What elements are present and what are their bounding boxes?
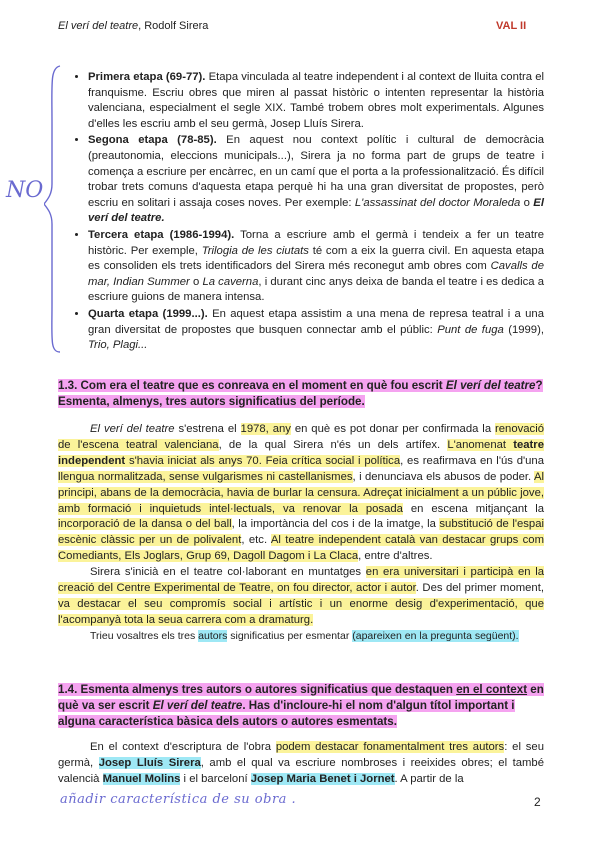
answer-1-3 — [58, 422, 544, 645]
question-work: El verí del teatre — [152, 699, 243, 712]
highlight: va destacar el seu compromís social i artístic i un enorme desig d'experimentació, que l'acompanyà tota la seua carrera com a dramaturg. — [58, 597, 544, 626]
question-text: . Has d'incloure-hi el nom d'algun títol important i alguna característica bàsica dels autors o autores esmentats. — [58, 699, 515, 728]
answer-note — [58, 629, 544, 645]
author-name: Josep Lluís Sirera — [98, 756, 201, 769]
handwritten-bottom-note: añadir característica de su obra . — [60, 792, 297, 807]
answer-text: , amb el qual va escriure nombroses i reeixides obres; el també valencià — [58, 756, 544, 785]
stage-text: Etapa vinculada al teatre independent i al context de lluita contra el franquisme. Escriu obres que miren al passat històric o intenten representar la història valenciana, especialment el segle XIX. També trobem obres molt experimentals. Algunes d'elles les escriu amb el seu germà, Josep Lluís Sirera. — [88, 71, 544, 130]
stage-item — [88, 228, 544, 306]
stages-list — [72, 70, 544, 355]
author-name: Manuel Molins — [102, 772, 181, 785]
stage-example: L'assassinat del doctor Moraleda — [354, 196, 521, 209]
stage-label: Segona etapa (78-85). — [88, 134, 217, 147]
header-author: , Rodolf Sirera — [138, 20, 209, 32]
stage-text: (1999), — [503, 323, 544, 336]
work-title: El verí del teatre — [90, 423, 175, 435]
highlight: Al principi, abans de la democràcia, havia de burlar la censura. Adreçat inicialment a un públic jove, amb formació i inquietuds intel·lectuals, va renovar la posada — [58, 470, 545, 515]
answer-text: . A partir de la — [394, 772, 464, 785]
answer-text: s'estrena el — [174, 423, 241, 435]
highlight: Al teatre independent català van destacar grups com Comediants, Els Joglars, Grup 69, Dagoll Dagom i La Claca — [58, 534, 544, 563]
stage-example: Punt de fuga — [437, 323, 504, 336]
answer-text: i el barceloní — [180, 772, 251, 785]
highlight: renovació de l'escena teatral valenciana — [58, 423, 544, 451]
stage-text: o — [520, 196, 534, 209]
stage-label: Tercera etapa (1986-1994). — [88, 228, 235, 241]
stage-text: Torna a escriure amb el germà i tendeix a fer un teatre històric. Per exemple, — [88, 228, 544, 257]
header-section: VAL II — [496, 20, 527, 32]
highlight: 1978, any — [240, 423, 291, 435]
question-work: El verí del teatre — [445, 379, 536, 392]
answer-text: : el seu germà, — [58, 741, 544, 769]
question-text: 1.3. Com era el teatre que es conreava en el moment en què fou escrit — [58, 379, 446, 392]
highlight-bold: teatre independent — [58, 438, 544, 467]
answer-1-4 — [58, 740, 544, 788]
answer-text: , de la qual Sirera n'és un dels artífex. — [218, 438, 448, 451]
question-1-3 — [58, 378, 544, 410]
margin-note: NO — [6, 178, 44, 203]
answer-text: Trieu vosaltres els tres — [90, 629, 199, 642]
highlight: en era universitari i participà en la creació del Centre Experimental de Teatre, on fou director, actor i autor — [58, 566, 544, 595]
answer-text: , es reafirmava en l'ús d'una — [400, 454, 544, 467]
highlight: s'havia iniciat als anys 70. Feia crítica social i política — [125, 454, 401, 467]
answer-text: en què es pot donar per confirmada la — [290, 423, 496, 435]
answer-text: en escena mitjançant la — [402, 502, 545, 515]
handwritten-bracket — [44, 64, 64, 354]
stage-example: Trio, Plagi... — [88, 339, 148, 352]
stage-label: Primera etapa (69-77). — [88, 71, 206, 83]
answer-paragraph — [58, 565, 544, 629]
highlight: (apareixen en la pregunta següent). — [352, 629, 519, 642]
stage-text: En aquest nou context polític i cultural de democràcia (preautonomia, eleccions municipals...), Sirera ja no forma part de grups de teatre i comença a escriure per encàrrec, en un camí que el porta a la professionalització. És difícil trobar trets comuns d'aquesta etapa perquè hi ha una gran diversitat de propostes, però escriu en solitari i assaja coses noves. Per exemple: — [88, 134, 544, 209]
answer-text: En el context d'escriptura de l'obra — [90, 741, 276, 753]
stage-example: El verí del teatre. — [88, 196, 544, 225]
highlight: substitució de l'espai escènic clàssic per un de polivalent — [58, 518, 545, 547]
stage-example: Trilogia de les ciutats — [201, 244, 309, 257]
header-left — [58, 20, 208, 32]
highlight: autors — [198, 629, 228, 642]
stage-example: La caverna — [202, 275, 259, 288]
question-text: ? Esmenta, almenys, tres autors significatius del període. — [58, 379, 543, 408]
answer-text: , etc. — [241, 534, 271, 547]
highlight: incorporació de la dansa o del ball — [58, 518, 232, 531]
question-text: en què va ser escrit — [58, 683, 544, 712]
answer-paragraph — [58, 422, 544, 565]
answer-text: significatius per esmentar — [227, 629, 353, 642]
answer-paragraph — [58, 740, 544, 788]
highlight: podem destacar fonamentalment tres autors — [275, 741, 505, 753]
stage-example: Cavalls de mar, Indian Summer — [88, 260, 544, 288]
stage-text: En aquest etapa assistim a una mena de represa teatral i a una gran diversitat de propostes que busquen connectar amb el públic: — [88, 307, 544, 336]
stage-item — [88, 70, 544, 132]
question-underlined: en el context — [456, 683, 528, 696]
highlight: L'anomenat — [447, 438, 514, 451]
answer-text: , entre d'altres. — [358, 550, 433, 563]
stage-text: o — [189, 275, 203, 288]
stage-text: , i durant cinc anys deixa de banda el teatre i es dedica a escriure guions de manera intensa. — [88, 275, 544, 304]
question-text: 1.4. Esmenta almenys tres autors o autores significatius que destaquen — [58, 683, 457, 696]
question-1-4 — [58, 682, 544, 730]
page-number: 2 — [534, 795, 541, 809]
stage-item — [88, 133, 544, 227]
stage-label: Quarta etapa (1999...). — [88, 307, 208, 320]
author-name: Josep Maria Benet i Jornet — [250, 772, 395, 785]
answer-text: Sirera s'inicià en el teatre col·laborant en muntatges — [90, 566, 366, 579]
answer-text: , la importància del cos i de la imatge, la — [231, 518, 440, 531]
answer-text: . Des del primer moment, — [415, 582, 544, 595]
stage-item — [88, 307, 544, 354]
stage-text: té com a eix la guerra civil. En aquesta etapa es consoliden els trets identificadors del Sirera més reconegut amb obres com — [88, 244, 544, 273]
header-work-title: El verí del teatre — [58, 20, 139, 32]
highlight: llengua normalitzada, sense vulgarismes ni castellanismes — [58, 470, 353, 483]
answer-text: , i denunciava els abusos de poder. — [352, 470, 534, 483]
